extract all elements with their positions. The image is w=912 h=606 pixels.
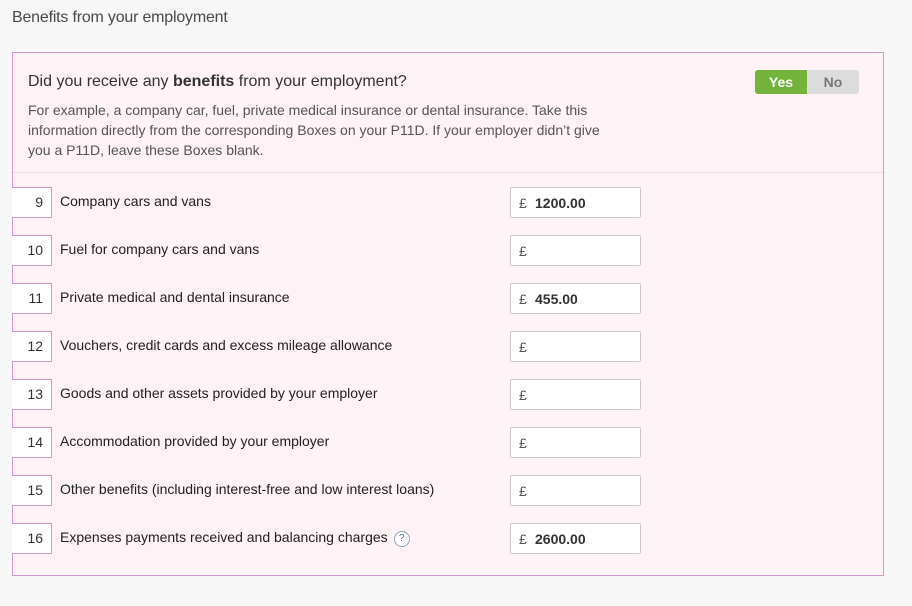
page-title: Benefits from your employment [12, 9, 228, 26]
benefits-question-header [13, 53, 883, 173]
row-label: Other benefits (including interest-free and low interest loans) [60, 481, 435, 497]
box-number: 13 [12, 379, 52, 410]
row-label: Vouchers, credit cards and excess mileage allowance [60, 337, 393, 353]
row-label: Company cars and vans [60, 193, 211, 209]
row-label: Private medical and dental insurance [60, 289, 290, 305]
benefit-row-box-13 [12, 379, 652, 410]
pound-sign: £ [519, 434, 527, 451]
yes-button[interactable]: Yes [755, 70, 807, 94]
benefit-row-box-9 [12, 187, 652, 218]
benefits-panel [12, 52, 884, 576]
amount-input-box-12[interactable] [510, 331, 641, 362]
amount-value: 2600.00 [535, 530, 586, 547]
amount-input-box-15[interactable] [510, 475, 641, 506]
pound-sign: £ [519, 482, 527, 499]
amount-input-box-16[interactable] [510, 523, 641, 554]
question-suffix: from your employment? [234, 73, 407, 90]
box-number: 10 [12, 235, 52, 266]
pound-sign: £ [519, 338, 527, 355]
row-label: Accommodation provided by your employer [60, 433, 330, 449]
amount-value: 1200.00 [535, 194, 586, 211]
question-mark-icon[interactable]: ? [394, 531, 410, 547]
benefits-help-text: For example, a company car, fuel, private medical insurance or dental insurance. Take this information directly from the corresponding Boxes on your P11D. If your employer didn’t give you a P11D, leave these Boxes blank. [28, 102, 600, 158]
box-number: 15 [12, 475, 52, 506]
amount-input-box-10[interactable] [510, 235, 641, 266]
benefit-row-box-15 [12, 475, 652, 506]
amount-input-box-13[interactable] [510, 379, 641, 410]
question-emphasis: benefits [172, 73, 235, 90]
pound-sign: £ [519, 194, 527, 211]
benefit-row-box-11 [12, 283, 652, 314]
amount-input-box-9[interactable] [510, 187, 641, 218]
box-number: 12 [12, 331, 52, 362]
benefit-row-box-16 [12, 523, 652, 554]
row-label [60, 523, 410, 552]
box-number: 16 [12, 523, 52, 554]
row-label-text: Expenses payments received and balancing charges [60, 529, 388, 545]
box-number: 9 [12, 187, 52, 218]
amount-input-box-14[interactable] [510, 427, 641, 458]
yes-no-toggle[interactable] [755, 70, 859, 94]
row-label: Fuel for company cars and vans [60, 241, 260, 257]
box-number: 11 [12, 283, 52, 314]
row-label: Goods and other assets provided by your employer [60, 385, 378, 401]
pound-sign: £ [519, 242, 527, 259]
amount-value: 455.00 [535, 290, 578, 307]
benefit-row-box-14 [12, 427, 652, 458]
benefit-row-box-12 [12, 331, 652, 362]
benefit-row-box-10 [12, 235, 652, 266]
box-number: 14 [12, 427, 52, 458]
pound-sign: £ [519, 530, 527, 547]
pound-sign: £ [519, 290, 527, 307]
benefits-question [28, 73, 407, 91]
amount-input-box-11[interactable] [510, 283, 641, 314]
question-prefix: Did you receive any [28, 73, 173, 90]
pound-sign: £ [519, 386, 527, 403]
no-button[interactable]: No [807, 70, 859, 94]
